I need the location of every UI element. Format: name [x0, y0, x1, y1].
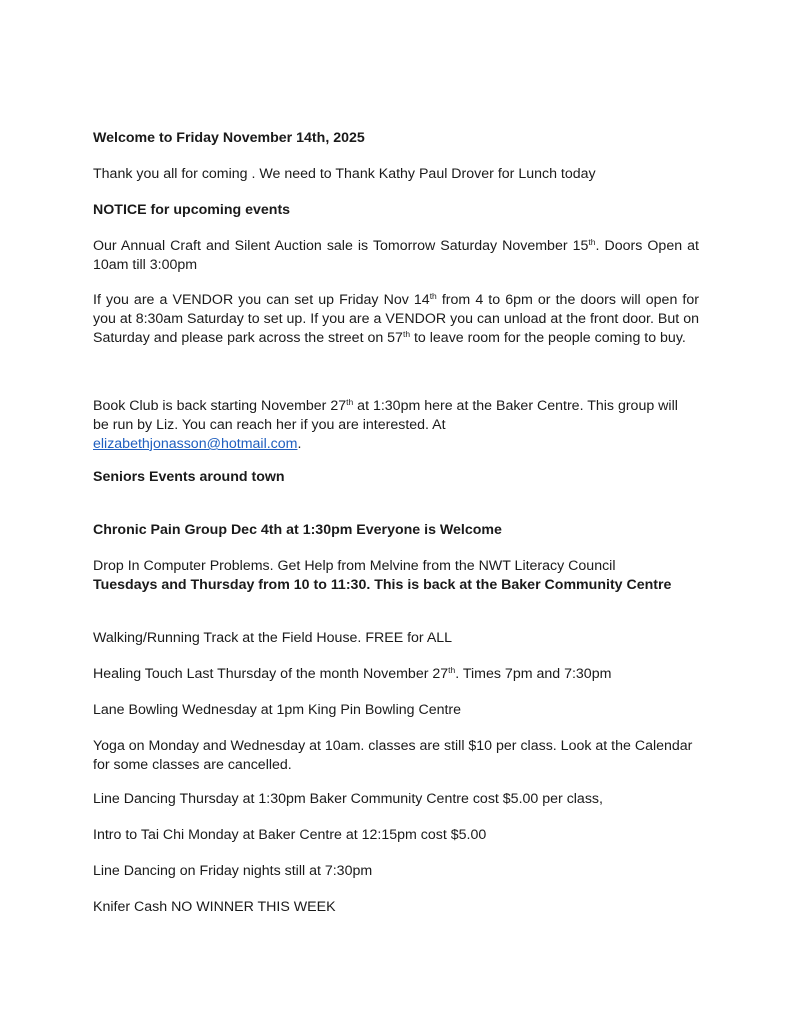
auction-text-2: . Doors Open at 10am till 3:00pm	[93, 238, 699, 273]
auction-paragraph	[93, 237, 699, 275]
line-dancing-thursday-paragraph: Line Dancing Thursday at 1:30pm Baker Community Centre cost $5.00 per class,	[93, 791, 603, 807]
email-link[interactable]: elizabethjonasson@hotmail.com	[93, 436, 298, 452]
seniors-heading: Seniors Events around town	[93, 469, 285, 485]
vendor-sup-2: th	[402, 329, 411, 339]
notice-heading: NOTICE for upcoming events	[93, 202, 291, 218]
book-club-sup: th	[346, 397, 354, 407]
thanks-paragraph: Thank you all for coming . We need to Thank Kathy Paul Drover for Lunch today	[93, 166, 596, 182]
auction-sup: th	[588, 237, 596, 247]
chronic-pain-paragraph: Chronic Pain Group Dec 4th at 1:30pm Everyone is Welcome	[93, 522, 502, 538]
bowling-paragraph: Lane Bowling Wednesday at 1pm King Pin Bowling Centre	[93, 702, 462, 718]
healing-text-2: . Times 7pm and 7:30pm	[455, 666, 612, 682]
auction-text-1: Our Annual Craft and Silent Auction sale is Tomorrow Saturday November 15	[93, 238, 589, 254]
book-club-text-1: Book Club is back starting November 27	[93, 398, 347, 414]
vendor-text-1: If you are a VENDOR you can set up Friday Nov 14	[93, 292, 430, 308]
vendor-paragraph	[93, 291, 699, 348]
drop-in-paragraph	[93, 557, 693, 595]
walking-paragraph: Walking/Running Track at the Field House. FREE for ALL	[93, 630, 453, 646]
welcome-title: Welcome to Friday November 14th, 2025	[93, 130, 365, 146]
healing-text-1: Healing Touch Last Thursday of the month November 27	[93, 666, 449, 682]
drop-in-schedule: Tuesdays and Thursday from 10 to 11:30. This is back at the Baker Community Centre	[93, 577, 672, 593]
tai-chi-paragraph: Intro to Tai Chi Monday at Baker Centre at 12:15pm cost $5.00	[93, 827, 487, 843]
healing-sup: th	[448, 665, 456, 675]
line-dancing-friday-paragraph: Line Dancing on Friday nights still at 7:30pm	[93, 863, 373, 879]
drop-in-text: Drop In Computer Problems. Get Help from Melvine from the NWT Literacy Council	[93, 558, 616, 574]
vendor-text-2: from 4 to 6pm or the doors will open for you at 8:30am Saturday to set up. If you are a VENDOR you can unload at the front door. But on Saturday and please park across the street on 57	[93, 292, 699, 346]
vendor-sup-1: th	[429, 291, 437, 301]
book-club-paragraph	[93, 397, 683, 454]
vendor-text-3: to leave room for the people coming to buy.	[410, 330, 686, 346]
yoga-paragraph: Yoga on Monday and Wednesday at 10am. classes are still $10 per class. Look at the Calendar for some classes are cancelled.	[93, 738, 693, 773]
knifer-paragraph: Knifer Cash NO WINNER THIS WEEK	[93, 899, 336, 915]
book-club-text-3: .	[297, 436, 302, 452]
book-club-text-2: at 1:30pm here at the Baker Centre. This group will be run by Liz. You can reach her if you are interested. At	[93, 398, 678, 433]
healing-paragraph	[93, 665, 699, 684]
